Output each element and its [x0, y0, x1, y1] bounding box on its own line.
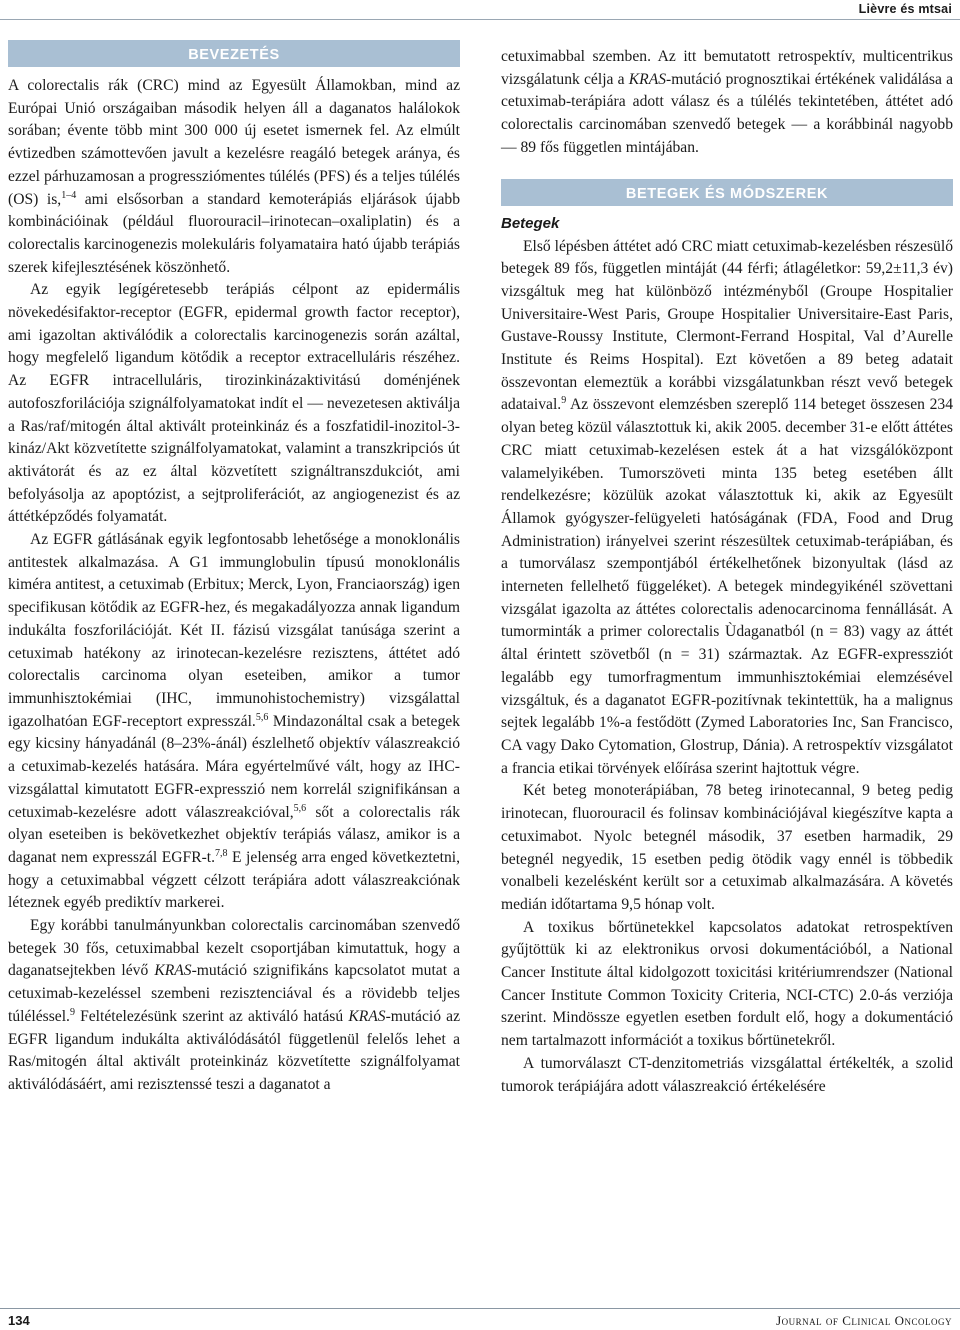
paragraph-methods-2: Két beteg monoterápiában, 78 beteg irinotecannal, 9 beteg pedig irinotecan, fluorouracil és folinsav kombinációjával kiegészítve kapta a cetuximabot. Nyolc betegnél második, 37 esetben harmadik, 29 betegnél negyedik, 15 esetben pedig ötödik vagy ennél is többedik vonalbeli kezelésként került sor a cetuximab alkalmazására. A követés medián időtartama 9,5 hónap volt. — [501, 782, 953, 913]
paragraph-methods-1: Első lépésben áttétet adó CRC miatt cetuximab-kezelésben részesülő betegek 89 fős, független mintáját (44 férfi; átlagéletkor: 59,2±11,3 év) vizsgáltuk meg hat különböző intézményből (Groupe Hospitalier Universitaire-West Paris, Groupe Hospitalier Universitaire-East Paris, Gustave-Roussy Institute, Clermont-Ferrand Hospital, Val d’Aurelle Institute és Reims Hospital). Ezt követően a 89 beteg adatait összevontan elemeztük a korábbi vizsgálatunkban részt vevő betegek adataival.$^9$ Az összevont elemzésben szereplő 114 beteget összesen 234 olyan beteg közül választottuk ki, akik 2005. december 31-e előtt áttétes CRC miatt cetuximab-kezelésen estek át a hat vizsgálóközpont valamelyikében. Tumorszöveti minta 135 beteg esetében állt rendelkezésre; közülük azokat választottuk ki, akik az Egyesült Államok gyógyszer-felügyeleti hatóságának (FDA, Food and Drug Administration) irányelvei szerint részesültek cetuximab-terápiában, és a tumorválasz szempontjából értékelhetőnek bizonyultak (lásd az interneten fellelhető függeléket). A betegek mindegyikénél szövettani vizsgálat igazolta az áttétes colorectalis adenocarcinoma fennállását. A tumorminták a primer colorectalis Ùdaganatból (n = 83) vagy az áttét által érintett szövetből (n = 31) származtak. Az EGFR-expressziót legalább egy tumorfragmentum immunhisztokémiai elemzésével vizsgáltuk, és a daganatot EGFR-pozitívnak tekintettük, ha a malignus sejtek legalább 1%-a festődött (Zymed Laboratories Inc, San Francisco, CA vagy Dako Cytomation, Glostrup, Dánia). A retrospektív vizsgálatot a francia etikai törvények előírása szerint hajtottuk végre. — [501, 237, 953, 777]
page-number: 134 — [8, 1313, 30, 1328]
right-column — [501, 46, 953, 1098]
paragraph-continuation: cetuximabbal szemben. Az itt bemutatott retrospektív, multicentrikus vizsgálatunk célja a KRAS-mutáció prognosztikai értékének validálása a cetuximab-terápiára adott válasz és a túlélés tekintetében, áttétet adó colorectalis carcinomában szenvedő betegek — a korábbinál nagyobb — 89 fős független mintájában. — [501, 48, 953, 156]
subheading-patients: Betegek — [501, 214, 560, 232]
paragraph-methods-4: A tumorválaszt CT-denzitometriás vizsgálattal értékelték, a szolid tumorok terápiájára adott válaszreakció értékelésére — [501, 1054, 953, 1095]
left-column — [8, 40, 460, 1097]
footer-rule — [0, 1308, 960, 1309]
paragraph-intro-4: Egy korábbi tanulmányunkban colorectalis carcinomában szenvedő betegek 30 fős, cetuximabbal kezelt csoportjában kimutattuk, hogy a daganatsejtekben lévő KRAS-mutáció szignifikáns kapcsolatot mutat a cetuximab-kezeléssel szembeni rezisztenciával és a rövidebb teljes túléléssel.$^9$ Feltételezésünk szerint az aktiváló hatású KRAS-mutáció az EGFR ligandum indukálta aktiválódásától függetlenül felelős lehet a Ras/mitogén által aktivált proteinkináz közvetítette szignálfolyamat aktiválódásáért, ami rezisztenssé teszi a daganatot a — [8, 917, 460, 1093]
paragraph-intro-1: A colorectalis rák (CRC) mind az Egyesült Államokban, mind az Európai Unió országaiban második helyen áll a daganatos halálokok sorában; évente több mint 300 000 új esetet ismernek fel. Az elmúlt évtizedben számottevően javult a kezelésre reagáló betegek aránya, és ezzel párhuzamosan a progressziómentes túlélés (PFS) és a teljes túlélés (OS) is,$^{1-4}$ ami elsősorban a standard kemoterápiás eljárások újabb kombinációinak (például fluorouracil–irinotecan–oxaliplatin) és a colorectalis karcinogenezis molekuláris folyamataira ható újabb terápiás szerek kifejlesztésének köszönhető. — [8, 77, 460, 276]
paragraph-methods-3: A toxikus bőrtünetekkel kapcsolatos adatokat retrospektíven gyűjtöttük ki az elektronikus orvosi dokumentációból, a National Cancer Institute által kidolgozott toxicitási kritériumrendszer (National Cancer Institute Common Toxicity Criteria, NCI-CTC) 2.0-ás verziója szerint. Mindössze egyetlen esetben fordult elő, hogy a dokumentáció nem tartalmazott információt a toxikus bőrtünetekről. — [501, 918, 953, 1050]
running-head: Lièvre és mtsai — [858, 2, 952, 16]
paragraph-intro-2: Az egyik legígéretesebb terápiás célpont az epidermális növekedésifaktor-receptor (EGFR, epidermal growth factor receptor), ami igazoltan aktiválódik a colorectalis karcinogenezis során azáltal, hogy megfelelő ligandum kötődik a receptor extracelluláris részéhez. Az EGFR intracelluláris, tirozinkinázaktivitású doménjének autofoszforilációja szignálfolyamatokat indít el — nevezetesen aktiválja a Ras/raf/mitogén által aktivált proteinkináz és a foszfatidil-inozitol-3-kináz/Akt közvetítette szignálfolyamatokat, valamint a transzkripciós út aktivátorát és az ez által közvetített szignáltranszdukciót, ami befolyásolja az apoptózist, a sejtproliferációt, az angiogenezist és az áttétképződés folyamatát. — [8, 281, 460, 526]
journal-name: Journal of Clinical Oncology — [776, 1313, 952, 1328]
header-rule — [0, 19, 960, 20]
section-heading-introduction: BEVEZETÉS — [8, 40, 460, 67]
paragraph-intro-3: Az EGFR gátlásának egyik legfontosabb lehetősége a monoklonális antitestek alkalmazása. A G1 immunglobulin típusú monoklonális kiméra antitest, a cetuximab (Erbitux; Merck, Lyon, Franciaország) igen specifikusan kötődik az EGFR-hez, és megakadályozza annak ligandum indukálta foszforilációját. Két II. fázisú vizsgálat tanúsága szerint a cetuximab hatékony az irinotecan-kezelésre rezisztens, áttétet adó colorectalis carcinoma olyan eseteiben, amikor a tumor immunhisztokémiai (IHC, immunohistochemistry) vizsgálattal igazolhatóan EGF-receptort expresszál.$^{5,6}$ Mindazonáltal csak a betegek egy kicsiny hányadánál (8–23%-ánál) észlelhető objektív válaszreakció a cetuximab-kezelés hatására. Mára egyértelművé vált, hogy az IHC-vizsgálattal kimutatott EGFR-expresszió nem korrelál szignifikánsan a cetuximab-kezelésre adott válaszreakcióval,$^{5,6}$ sőt a colorectalis rák olyan eseteiben is bekövetkezhet objektív terápiás válasz, amikor is a daganat nem expresszál EGFR-t.$^{7,8}$ E jelenség arra enged következtetni, hogy a cetuximabbal végzett célzott terápiára adott válaszreakciónak léteznek egyéb prediktív markerei. — [8, 531, 460, 912]
section-heading-patients-methods: BETEGEK ÉS MÓDSZEREK — [501, 179, 953, 206]
